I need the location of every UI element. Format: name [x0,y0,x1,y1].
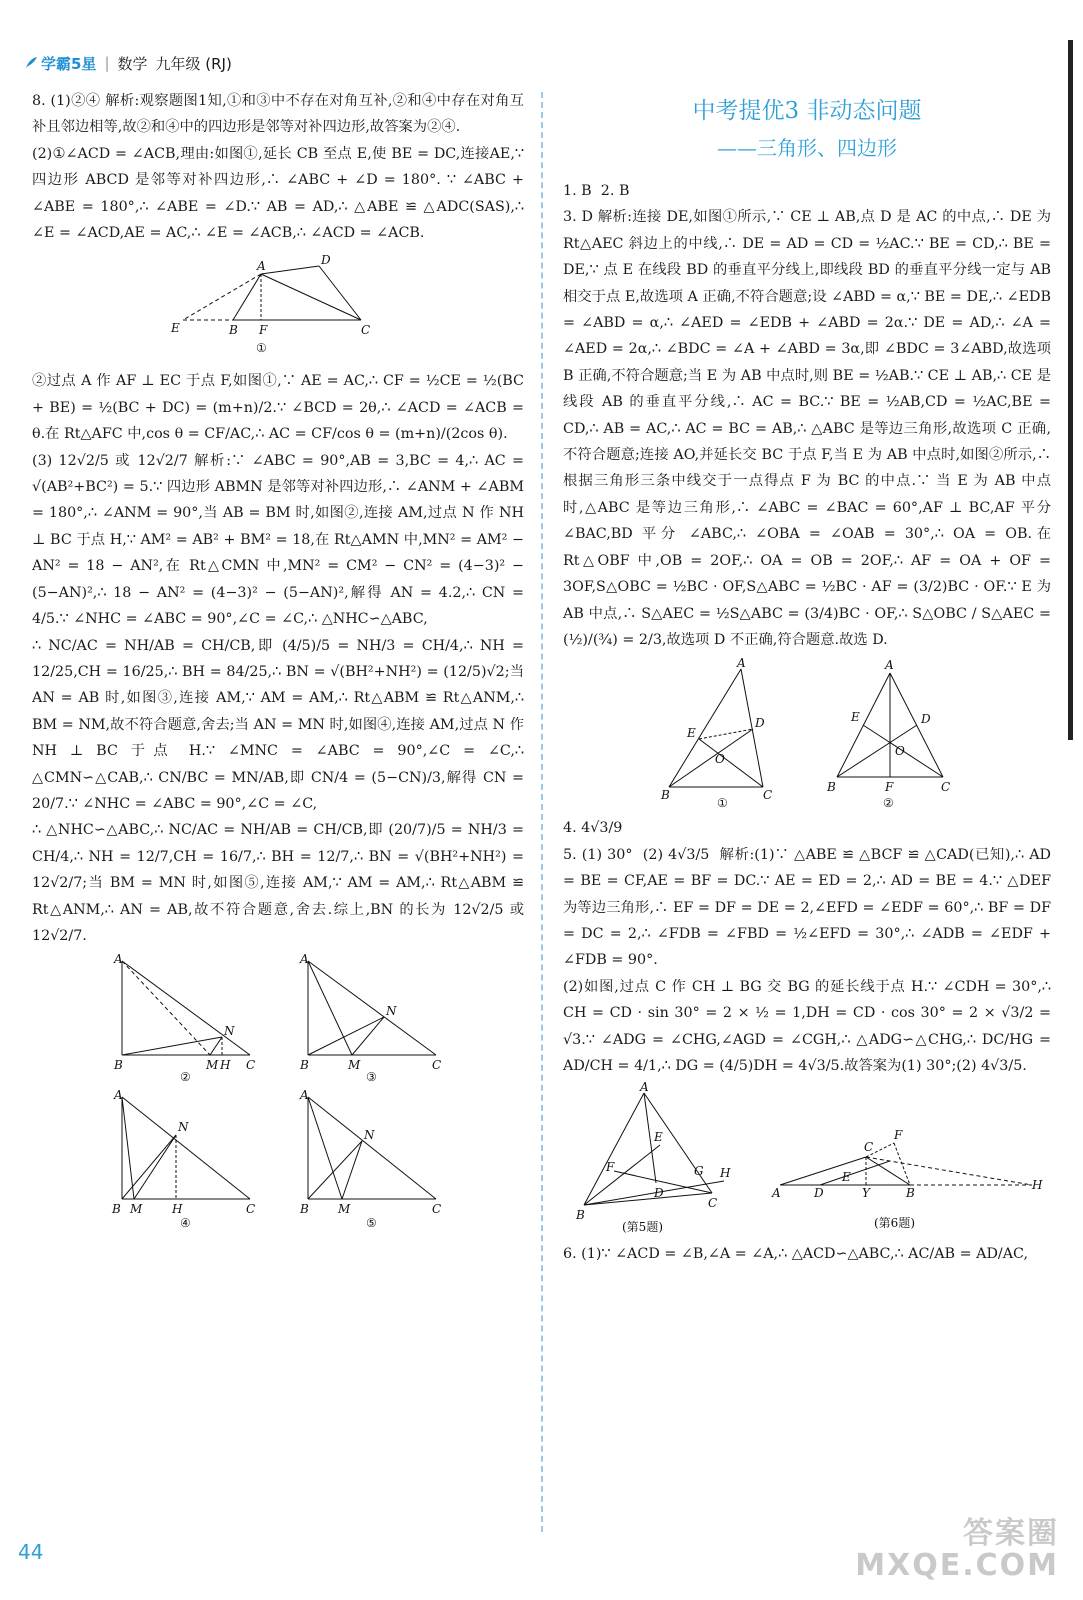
svg-text:D: D [755,716,765,731]
svg-text:B: B [661,788,670,803]
q1-2-answers: 1. B 2. B [563,183,630,199]
svg-text:A: A [640,1080,649,1095]
section-title: 中考提优3 非动态问题 [692,98,922,124]
fig-q6-caption: (第6题) [874,1216,915,1231]
svg-text:D: D [654,1186,664,1201]
svg-text:M: M [130,1202,143,1217]
svg-text:C: C [864,1140,874,1155]
svg-text:H: H [220,1058,231,1073]
svg-text:F: F [894,1128,903,1143]
svg-text:C: C [246,1202,256,1217]
watermark [855,1518,1059,1582]
figure-q6 [770,1085,1043,1235]
figure-5 [296,1088,446,1231]
right-column [563,88,1056,1268]
left-column [32,88,529,1237]
q6-answer: 6. (1)∵ ∠ACD = ∠B,∠A = ∠A,∴ △ACD∽△ABC,∴ AC/AB = AD/AC, [563,1246,1029,1263]
svg-text:E: E [654,1130,663,1145]
fig3-caption: ③ [366,1070,377,1085]
svg-text:A: A [257,259,266,274]
figure-q3-2 [825,659,955,809]
edge-bar [1068,40,1073,740]
q5-answer: 5. (1) 30° (2) 4√3/5 解析:(1)∵ △ABE ≌ △BCF ≌ △CAD(已知),∴ AD = BE = CF,AE = BF = DC.∵ AE = ED = 2,∴ AD = BE = 4.∵ △DEF 为等边三角形,∴ EF = DF = DE = 2,∠EFD = ∠EDF = 60°,∴ BF = DF = DC = 2,∴ ∠FDB = ∠FBD = ½∠EFD = 30°,∴ ∠ADB = ∠EDF + ∠FDB = 90°. [563,846,1056,969]
svg-text:E: E [687,726,696,741]
q8-part1: 8. (1)②④ 解析:观察题图1知,①和③中不存在对角互补,②和④中存在对角互补且邻边相等,故②和④中的四边形是邻等对补四边形,故答案为②④. [32,93,524,136]
svg-text:H: H [172,1202,183,1217]
figure-2 [110,952,260,1085]
q5-part2: (2)如图,过点 C 作 CH ⊥ BG 交 BG 的延长线于点 H.∵ ∠CDH = 30°,∴ CH = CD · sin 30° = 2 × ½ = 1,DH = CD · cos 30° = 2 × √3/2 = √3.∵ ∠ADG = ∠CHG,∠AGD = ∠CGH,∴ △ADG∽△CHG,∴ DC/HG = AD/CH = 4/1,∴ DG = (4/5)DH = 4√3/5.故答案为(1) 30°;(2) 4√3/5. [563,978,1056,1074]
svg-text:F: F [606,1160,615,1175]
feather-icon [24,56,38,70]
svg-text:F: F [885,780,894,795]
brand-logo [24,53,96,74]
figure-row-4-5 [32,1088,524,1231]
svg-text:N: N [178,1120,189,1135]
q8-part3: ②过点 A 作 AF ⊥ EC 于点 F,如图①,∵ AE = AC,∴ CF = ½CE = ½(BC + BE) = ½(BC + DC) = (m+n)/2.∵ ∠BCD = 2θ,∴ ∠ACD = ∠ACB = θ.在 Rt△AFC 中,cos θ = CF/AC,∴ AC = CF/cos θ = (m+n)/(2cos θ). [32,373,529,443]
figure-row-q3 [563,656,1051,811]
svg-text:C: C [941,780,951,795]
svg-text:A: A [885,658,894,673]
logo-text: 学霸5星 [41,54,97,73]
svg-text:B: B [300,1202,309,1217]
fig4-caption: ④ [180,1216,191,1231]
fig-q3-1-caption: ① [717,796,728,811]
svg-text:B: B [112,1202,121,1217]
svg-text:A: A [737,656,746,671]
svg-text:F: F [259,323,268,338]
svg-text:A: A [114,1088,123,1103]
svg-text:N: N [224,1024,235,1039]
svg-text:N: N [386,1004,397,1019]
svg-text:B: B [827,780,836,795]
svg-text:C: C [432,1202,442,1217]
fig-q5-caption: (第5题) [622,1220,663,1235]
section-subtitle: ——三角形、四边形 [717,136,897,160]
page-header [24,52,232,74]
q8-part4: (3) 12√2/5 或 12√2/7 解析:∵ ∠ABC = 90°,AB = 3,BC = 4,∴ AC = √(AB²+BC²) = 5.∵ 四边形 ABMN 是邻等对补四边形,∴ ∠ANM + ∠ABM = 180°,∴ ∠ANM = 90°,当 AB = BM 时,如图②,连接 AM,过点 N 作 NH ⊥ BC 于点 H,∵ AM² = AB² + BM² = 18,在 Rt△AMN 中,MN² = AM² − AN² = 18 − AN²,在 Rt△CMN 中,MN² = CM² − CN² = (4−3)² − (5−AN)²,∴ 18 − AN² = (4−3)² − (5−AN)²,解得 AN = 4.2,∴ CN = 4/5.∵ ∠NHC = ∠ABC = 90°,∠C = ∠C,∴ △NHC∽△ABC, [32,452,529,628]
svg-text:H: H [720,1166,731,1181]
figure-row-q5-q6 [563,1080,1051,1235]
q3-answer: 3. D 解析:连接 DE,如图①所示,∵ CE ⊥ AB,点 D 是 AC 的中点,∴ DE 为 Rt△AEC 斜边上的中线,∴ DE = AD = CD = ½AC.∵ BE = CD,∴ BE = DE,∵ 点 E 在线段 BD 的垂直平分线上,即线段 BD 的垂直平分线一定与 AB 相交于点 E,故选项 A 正确,不符合题意;设 ∠ABD = α,∵ BE = DE,∴ ∠EDB = ∠ABD = α,∴ ∠AED = ∠EDB + ∠ABD = 2α.∵ DE = AD,∴ ∠A = ∠AED = 2α,∴ ∠BDC = ∠A + ∠ABD = 3α,即 ∠BDC = 3∠ABD,故选项 B 正确,不符合题意;当 E 为 AB 中点时,则 BE = ½AB.∵ CE ⊥ AB,∴ CE 是线段 AB 的垂直平分线,∴ AC = BC.∵ BE = ½AB,CD = ½AC,BE = CD,∴ AB = AC,∴ AC = BC = AB,∴ △ABC 是等边三角形,故选项 C 正确,不符合题意;连接 AO,并延长交 BC 于点 F,当 E 为 AB 中点时,如图②所示,∴ 根据三角形三条中线交于一点得点 F 为 BC 的中点.∵ 当 E 为 AB 中点时,△ABC 是等边三角形,∴ ∠ABC = ∠BAC = 60°,AF ⊥ BC,AF 平分 ∠BAC,BD 平分 ∠ABC,∴ ∠OBA = ∠OAB = 30°,∴ OA = OB.在 Rt△OBF 中,OB = 2OF,∴ OA = OB = 2OF,∴ AF = OA + OF = 3OF,S△OBC = ½BC · OF,S△ABC = ½BC · AF = (3/2)BC · OF.∵ E 为 AB 中点,∴ S△AEC = ½S△ABC = (3/4)BC · OF,∴ S△OBC / S△AEC = (½)/(¾) = 2/3,故选项 D 不正确,符合题意.故选 D. [563,209,1056,648]
svg-text:M: M [348,1058,361,1073]
svg-text:E: E [851,710,860,725]
header-subject: 数学 [117,54,148,73]
svg-text:B: B [229,323,238,338]
svg-text:B: B [114,1058,123,1073]
svg-text:B: B [300,1058,309,1073]
svg-text:A: A [114,952,123,967]
svg-text:A: A [772,1186,781,1201]
column-divider [541,92,543,1532]
svg-text:C: C [432,1058,442,1073]
q4-answer: 4. 4√3/9 [563,820,623,837]
svg-text:Y: Y [862,1186,870,1201]
header-divider: | [104,54,110,72]
svg-text:D: D [814,1186,824,1201]
q8-part2: (2)①∠ACD = ∠ACB,理由:如图①,延长 CB 至点 E,使 BE = DC,连接AE,∵ 四边形 ABCD 是邻等对补四边形,∴ ∠ABC + ∠D = 180°. ∵ ∠ABC + ∠ABE = 180°,∴ ∠ABE = ∠D.∵ AB = AD,∴ △ABE ≌ △ADC(SAS),∴ ∠E = ∠ACD,AE = AC,∴ ∠E = ∠ACB,∴ ∠ACD = ∠ACB. [32,145,529,242]
fig2-caption: ② [180,1070,191,1085]
svg-text:E: E [171,321,180,336]
svg-text:C: C [763,788,773,803]
svg-text:D: D [921,712,931,727]
figure-1 [163,252,393,362]
svg-text:C: C [246,1058,256,1073]
figure-q5 [574,1080,734,1235]
figure-row-2-3 [32,952,524,1085]
svg-text:A: A [300,1088,309,1103]
q8-part6: ∴ △NHC∽△ABC,∴ NC/AC = NH/AB = CH/CB,即 (20/7)/5 = NH/3 = CH/4,∴ NH = 12/7,CH = 16/7,∴ BH = 12/7,∴ BN = √(BH²+NH²) = 12√2/7;当 BM = MN 时,如图⑤,连接 AM,∵ AM = AM,∴ Rt△ABM ≌ Rt△ANM,∴ AN = AB,故不符合题意,舍去.综上,BN 的长为 12√2/5 或 12√2/7. [32,822,529,944]
page-number: 44 [18,1540,44,1564]
svg-text:O: O [895,744,905,759]
q8-part5: ∴ NC/AC = NH/AB = CH/CB,即 (4/5)/5 = NH/3 = CH/4,∴ NH = 12/25,CH = 16/25,∴ BH = 84/25,∴ BN = √(BH²+NH²) = (12/5)√2;当 AN = AB 时,如图③,连接 AM,∵ AM = AM,∴ Rt△ABM ≌ Rt△ANM,∴ BM = NM,故不符合题意,舍去;当 AN = MN 时,如图④,连接 AM,过点 N 作 NH ⊥ BC 于点 H.∵ ∠MNC = ∠ABC = 90°,∠C = ∠C,∴ △CMN∽△CAB,∴ CN/BC = MN/AB,即 CN/4 = (5−CN)/3,解得 CN = 20/7.∵ ∠NHC = ∠ABC = 90°,∠C = ∠C, [32,637,529,812]
fig-q3-2-caption: ② [883,796,894,811]
svg-text:N: N [364,1128,375,1143]
svg-text:D: D [321,253,331,268]
fig1-caption: ① [256,341,267,356]
header-grade: 九年级 (RJ) [155,54,232,73]
svg-text:B: B [906,1186,915,1201]
figure-q3-1 [659,656,789,811]
svg-text:C: C [708,1196,718,1211]
svg-text:G: G [694,1164,704,1179]
svg-text:M: M [338,1202,351,1217]
svg-text:A: A [300,952,309,967]
svg-text:O: O [715,752,725,767]
svg-text:E: E [842,1170,851,1185]
figure-3 [296,952,446,1085]
svg-text:C: C [361,323,371,338]
svg-text:B: B [576,1208,585,1223]
figure-4 [110,1088,260,1231]
svg-text:M: M [206,1058,219,1073]
svg-text:H: H [1032,1178,1043,1193]
watermark-line2: MXQE.COM [855,1548,1059,1583]
watermark-line1: 答案圈 [963,1516,1059,1551]
fig5-caption: ⑤ [366,1216,377,1231]
